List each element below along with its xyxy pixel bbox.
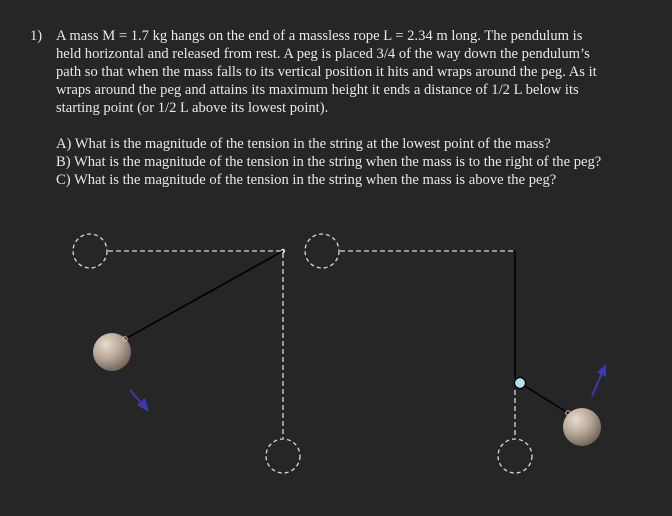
peg [515,378,526,389]
intro-line: held horizontal and released from rest. A peg is placed 3/4 of the way down the pendulum’s [56,46,590,62]
left-pendulum-figure [73,234,300,473]
rope [125,251,283,339]
start-position-dashed-circle [305,234,339,268]
problem-number: 1) [30,28,43,44]
ball-mass [93,333,131,371]
ball-mass [563,408,601,446]
intro-line: path so that when the mass falls to its vertical position it hits and wraps around the peg. As it [56,64,597,80]
question-b: B) What is the magnitude of the tension in the string when the mass is to the right of the peg? [56,154,602,170]
intro-line: starting point (or 1/2 L above its lowest point). [56,100,329,116]
right-pendulum-figure [305,234,606,473]
start-position-dashed-circle [73,234,107,268]
lowest-position-dashed-circle [498,439,532,473]
question-c: C) What is the magnitude of the tension in the string when the mass is above the peg? [56,172,557,188]
rope-wrapped-segment [520,383,568,413]
velocity-arrow-shaft [592,373,602,396]
lowest-position-dashed-circle [266,439,300,473]
question-a: A) What is the magnitude of the tension in the string at the lowest point of the mass? [56,136,551,152]
intro-line: wraps around the peg and attains its maximum height it ends a distance of 1/2 L below its [56,82,579,98]
intro-line: A mass M = 1.7 kg hangs on the end of a massless rope L = 2.34 m long. The pendulum is [56,28,583,44]
